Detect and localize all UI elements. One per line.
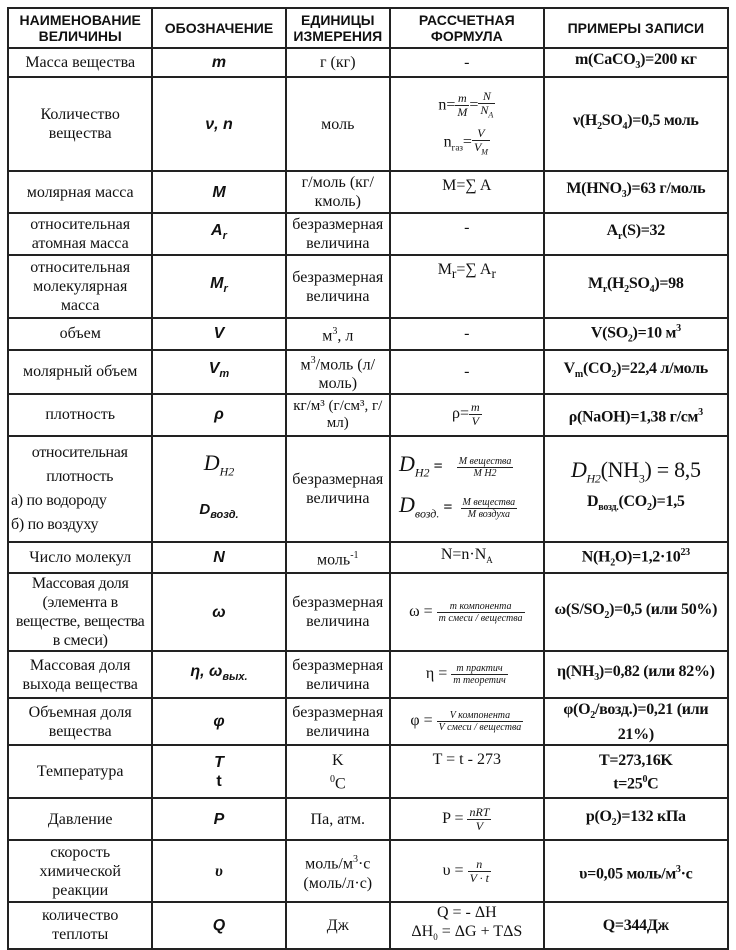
- row-example: ρ(NaOH)=1,38 $г/см^3$: [544, 394, 728, 436]
- row-formula: -: [390, 350, 544, 394]
- row-symbol: V: [152, 318, 285, 350]
- row-example: m(CaCO$_3$)=200 кг: [544, 48, 728, 77]
- row-symbol: P: [152, 798, 285, 840]
- row-example: $V(SO_2)=10$ $м^3$: [544, 318, 728, 350]
- row-example: $A_r(S)=32$: [544, 213, 728, 255]
- row-unit: безразмерная величина: [286, 573, 390, 651]
- row-unit: безразмерная величина: [286, 436, 390, 542]
- row-formula: Q = - ΔH $\Delta H_0 = \Delta G + T\Delta S$: [390, 902, 544, 948]
- header-name: НАИМЕНОВАНИЕ ВЕЛИЧИНЫ: [8, 8, 152, 48]
- row-example: $\omega(S/SO_2)=0,5$ (или 50%): [544, 573, 728, 651]
- header-unit: ЕДИНИЦЫ ИЗМЕРЕНИЯ: [286, 8, 390, 48]
- row-name: Объемная доля вещества: [8, 698, 152, 745]
- row-name: Массовая доля выхода вещества: [8, 651, 152, 698]
- row-formula: T = t - 273: [390, 745, 544, 798]
- table-row: [8, 255, 728, 318]
- row-formula: $M_r=\sum$ $A_r$: [390, 255, 544, 318]
- row-formula: P = $\frac{\text{nRT}}{V}$: [390, 798, 544, 840]
- header-formula: РАССЧЕТНАЯ ФОРМУЛА: [390, 8, 544, 48]
- row-name: Число молекул: [8, 542, 152, 574]
- row-name: Давление: [8, 798, 152, 840]
- row-example: $M(HNO_3)=63$ г/моль: [544, 171, 728, 213]
- row-unit: моль/$м^3\cdot с$ (моль/л·с): [286, 840, 390, 902]
- row-example: $V_m(CO_2)=22,4$ л/моль: [544, 350, 728, 394]
- row-example: υ=0,05 моль/$м^3\cdot с$: [544, 840, 728, 902]
- table-row: [8, 840, 728, 902]
- row-name: Масса вещества: [8, 48, 152, 77]
- table-row: [8, 77, 728, 171]
- row-example: $\eta(NH_3)=0,82$ (или 82%): [544, 651, 728, 698]
- row-example: Q=344Дж: [544, 902, 728, 948]
- table-row: [8, 394, 728, 436]
- quantities-table: [7, 7, 729, 950]
- row-unit: безразмерная величина: [286, 651, 390, 698]
- table-row: [8, 48, 728, 77]
- row-unit: моль$^{-1}$: [286, 542, 390, 574]
- row-formula: ω = $\frac{\text{m компонента}}{\text{m смеси / вещества}}$: [390, 573, 544, 651]
- row-unit: безразмерная величина: [286, 213, 390, 255]
- row-symbol: $V_m$: [152, 350, 285, 394]
- row-name: молярная масса: [8, 171, 152, 213]
- table-row: [8, 573, 728, 651]
- table-row: [8, 350, 728, 394]
- row-symbol: η, $\omega_{вых.}$: [152, 651, 285, 698]
- row-symbol: N: [152, 542, 285, 574]
- row-symbol: $D_{H2}$ $D_{возд.}$: [152, 436, 285, 542]
- row-example: T=273,16K $t=25^0C$: [544, 745, 728, 798]
- row-example: $p(O_2)=132$ кПа: [544, 798, 728, 840]
- row-unit: моль: [286, 77, 390, 171]
- row-formula: $D_{H2}$ = $\frac{\text{M вещества}}{\text{M H2}}$ $D_{возд.}$ = $\frac{\text{M вещества}}{\text{M воздуха}}$: [390, 436, 544, 542]
- row-formula: -: [390, 318, 544, 350]
- row-unit: г/моль (кг/кмоль): [286, 171, 390, 213]
- row-unit: безразмерная величина: [286, 698, 390, 745]
- row-symbol: $A_r$: [152, 213, 285, 255]
- row-unit: безразмерная величина: [286, 255, 390, 318]
- row-name: объем: [8, 318, 152, 350]
- row-example: $M_r(H_2SO_4)=98$: [544, 255, 728, 318]
- table-row: [8, 745, 728, 798]
- row-unit: Па, атм.: [286, 798, 390, 840]
- row-symbol: φ: [152, 698, 285, 745]
- row-symbol: Q: [152, 902, 285, 948]
- row-unit: г (кг): [286, 48, 390, 77]
- row-symbol: M: [152, 171, 285, 213]
- row-formula: M=∑ A: [390, 171, 544, 213]
- row-example: $\varphi(O_2/возд.)=0,21$ (или 21%): [544, 698, 728, 745]
- row-formula: η = $\frac{\text{m практич}}{\text{m теоретич}}$: [390, 651, 544, 698]
- row-unit: кг/м³ (г/см³, г/мл): [286, 394, 390, 436]
- table-row: [8, 798, 728, 840]
- row-unit: $м^3$, л: [286, 318, 390, 350]
- row-formula: -: [390, 213, 544, 255]
- row-formula: υ = $\frac{n}{V \cdot t}$: [390, 840, 544, 902]
- row-formula: φ = $\frac{\text{V компонента}}{\text{V смеси / вещества}}$: [390, 698, 544, 745]
- table-row: [8, 698, 728, 745]
- row-name: Температура: [8, 745, 152, 798]
- row-symbol: ρ: [152, 394, 285, 436]
- row-name: относительная плотность а) по водороду б) по воздуху: [8, 436, 152, 542]
- table-row: [8, 213, 728, 255]
- row-formula: ρ= $\frac{m}{V}$: [390, 394, 544, 436]
- table-row: [8, 436, 728, 542]
- table-row: [8, 542, 728, 574]
- row-name: количество теплоты: [8, 902, 152, 948]
- row-symbol: T t: [152, 745, 285, 798]
- row-symbol: ω: [152, 573, 285, 651]
- row-symbol: m: [152, 48, 285, 77]
- table-row: [8, 902, 728, 948]
- row-formula: n= $\frac{m}{M}$ = $\frac{N}{N_A}$ $n_{газ}=$ $\frac{V}{V_M}$: [390, 77, 544, 171]
- table-row: [8, 318, 728, 350]
- row-formula: $N=n\cdot N_A$: [390, 542, 544, 574]
- row-example: $N(H_2O)=1,2\cdot 10^{23}$: [544, 542, 728, 574]
- header-symbol: ОБОЗНАЧЕНИЕ: [152, 8, 285, 48]
- table-row: [8, 651, 728, 698]
- row-name: скорость химической реакции: [8, 840, 152, 902]
- row-symbol: $M_r$: [152, 255, 285, 318]
- row-formula: -: [390, 48, 544, 77]
- row-name: молярный объем: [8, 350, 152, 394]
- row-symbol: υ: [152, 840, 285, 902]
- header-example: ПРИМЕРЫ ЗАПИСИ: [544, 8, 728, 48]
- row-name: относительная атомная масса: [8, 213, 152, 255]
- row-symbol: ν, n: [152, 77, 285, 171]
- row-unit: K $^0$C: [286, 745, 390, 798]
- row-name: относительная молекулярная масса: [8, 255, 152, 318]
- table-row: [8, 171, 728, 213]
- row-name: Массовая доля (элемента в веществе, вещества в смеси): [8, 573, 152, 651]
- row-unit: $м^3$/моль (л/моль): [286, 350, 390, 394]
- row-unit: Дж: [286, 902, 390, 948]
- row-name: плотность: [8, 394, 152, 436]
- header-row: [8, 8, 728, 48]
- row-name: Количество вещества: [8, 77, 152, 171]
- row-example: $D_{H2}(NH_3) = 8,5$ $D_{возд.}(CO_2)=1,5$: [544, 436, 728, 542]
- row-example: $\nu(H_2SO_4)=0,5$ моль: [544, 77, 728, 171]
